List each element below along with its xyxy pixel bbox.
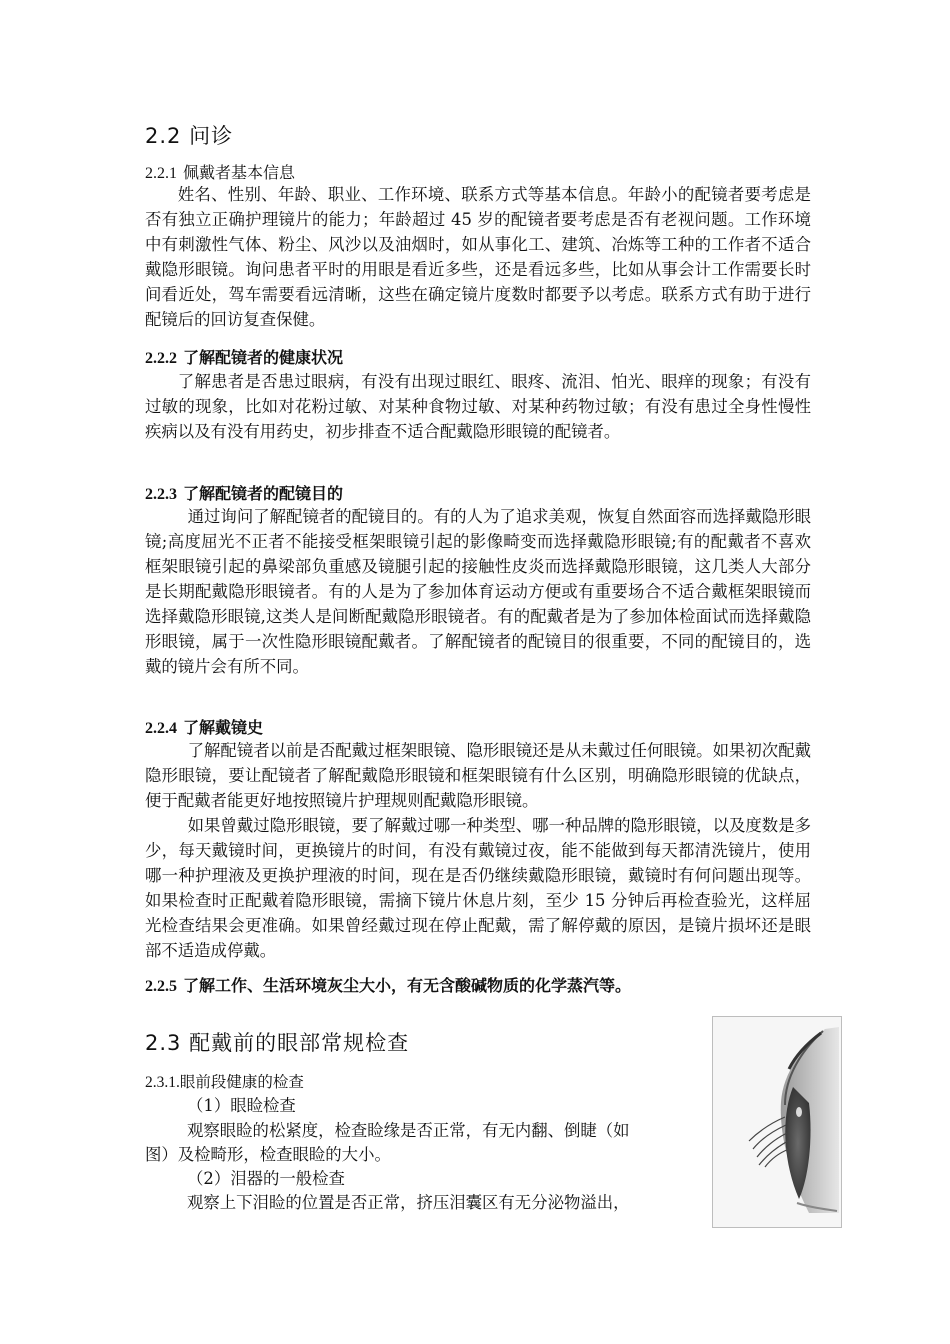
subsection-title: 了解戴镜史 (183, 718, 264, 737)
list-item-lacrimal-exam: （2）泪器的一般检查 (187, 1169, 345, 1188)
section-heading-2-2: 2.2 问诊 (145, 124, 234, 148)
paragraph-basic-info: 姓名、性别、年龄、职业、工作环境、联系方式等基本信息。年龄小的配镜者要考虑是否有独立正确护理镜片的能力；年龄超过 45 岁的配镜者要考虑是否有老视问题。工作环境中有刺激性气体、粉尘、风沙以及油烟时，如从事化工、建筑、冶炼等工种的工作者不适合戴隐形眼镜。询问患者平时的用眼是看近多些，还是看远多些，比如从事会计工作需要长时间看近处，驾车需要看远清晰，这些在确定镜片度数时都要予以考虑。联系方式有助于进行配镜后的回访复查保健。 (145, 185, 811, 329)
paragraph-health-status: 了解患者是否患过眼病，有没有出现过眼红、眼疼、流泪、怕光、眼痒的现象；有没有过敏的现象，比如对花粉过敏、对某种食物过敏、对某种药物过敏；有没有患过全身性慢性疾病以及有没有用药史，初步排查不适合配戴隐形眼镜的配镜者。 (145, 372, 811, 441)
subsection-number: 2.2.1 (145, 165, 177, 182)
paragraph-eyelid-line-2: 图）及检畸形，检查眼睑的大小。 (145, 1145, 391, 1164)
paragraph-wearing-history-2: 如果曾戴过隐形眼镜，要了解戴过哪一种类型、哪一种品牌的隐形眼镜，以及度数是多少，每天戴镜时间，更换镜片的时间，有没有戴镜过夜，能不能做到每天都清洗镜片，使用哪一种护理液及更换护理液的时间，现在是否仍继续戴隐形眼镜，戴镜时有何问题出现等。如果检查时正配戴着隐形眼镜，需摘下镜片休息片刻，至少 15 分钟后再检查验光，这样屈光检查结果会更准确。如果曾经戴过现在停止配戴，需了解停戴的原因，是镜片损坏还是眼部不适造成停戴。 (145, 816, 811, 960)
subsection-heading-2-2-3 (145, 481, 343, 504)
paragraph-eyelid-line-1: 观察眼睑的松紧度，检查睑缘是否正常，有无内翻、倒睫（如 (187, 1121, 630, 1140)
subsection-title: 眼前段健康的检查 (179, 1073, 304, 1091)
subsection-heading-2-2-5 (145, 973, 631, 996)
subsection-number: 2.3.1. (145, 1074, 180, 1091)
subsection-title: 了解工作、生活环境灰尘大小，有无含酸碱物质的化学蒸汽等。 (183, 976, 632, 995)
subsection-number: 2.2.2 (145, 350, 177, 367)
section-heading-2-3: 2.3 配戴前的眼部常规检查 (145, 1031, 410, 1055)
paragraph-wearing-history-1: 了解配镜者以前是否配戴过框架眼镜、隐形眼镜还是从未戴过任何眼镜。如果初次配戴隐形眼镜，要让配镜者了解配戴隐形眼镜和框架眼镜有什么区别，明确隐形眼镜的优缺点，便于配戴者能更好地按照镜片护理规则配戴隐形眼镜。 (145, 741, 811, 810)
subsection-title: 佩戴者基本信息 (183, 163, 296, 182)
subsection-heading-2-2-1 (145, 160, 295, 183)
paragraph-fitting-purpose: 通过询问了解配镜者的配镜目的。有的人为了追求美观，恢复自然面容而选择戴隐形眼镜;高度屈光不正者不能接受框架眼镜引起的影像畸变而选择戴隐形眼镜;有的配戴者不喜欢框架眼镜引起的鼻梁部负重感及镜腿引起的接触性皮炎而选择戴隐形眼镜，这几类人大部分是长期配戴隐形眼镜者。有的人是为了参加体育运动方便或有重要场合不适合戴框架眼镜而选择戴隐形眼镜,这类人是间断配戴隐形眼镜者。有的配戴者是为了参加体检面试而选择戴隐形眼镜，属于一次性隐形眼镜配戴者。了解配镜者的配镜目的很重要，不同的配镜目的，选戴的镜片会有所不同。 (145, 507, 811, 676)
subsection-number: 2.2.3 (145, 486, 177, 503)
subsection-number: 2.2.5 (145, 978, 177, 995)
subsection-number: 2.2.4 (145, 720, 177, 737)
eye-side-view-icon (713, 1017, 841, 1227)
subsection-heading-2-2-4 (145, 715, 263, 738)
subsection-title: 了解配镜者的配镜目的 (183, 484, 344, 503)
paragraph-lacrimal-line-1: 观察上下泪睑的位置是否正常，挤压泪囊区有无分泌物溢出， (187, 1193, 630, 1212)
subsection-heading-2-2-2 (145, 345, 343, 368)
list-item-eyelid-exam: （1）眼睑检查 (187, 1096, 296, 1115)
eyelid-illustration (712, 1016, 842, 1228)
subsection-title: 了解配镜者的健康状况 (183, 348, 344, 367)
subsection-heading-2-3-1 (145, 1070, 304, 1092)
